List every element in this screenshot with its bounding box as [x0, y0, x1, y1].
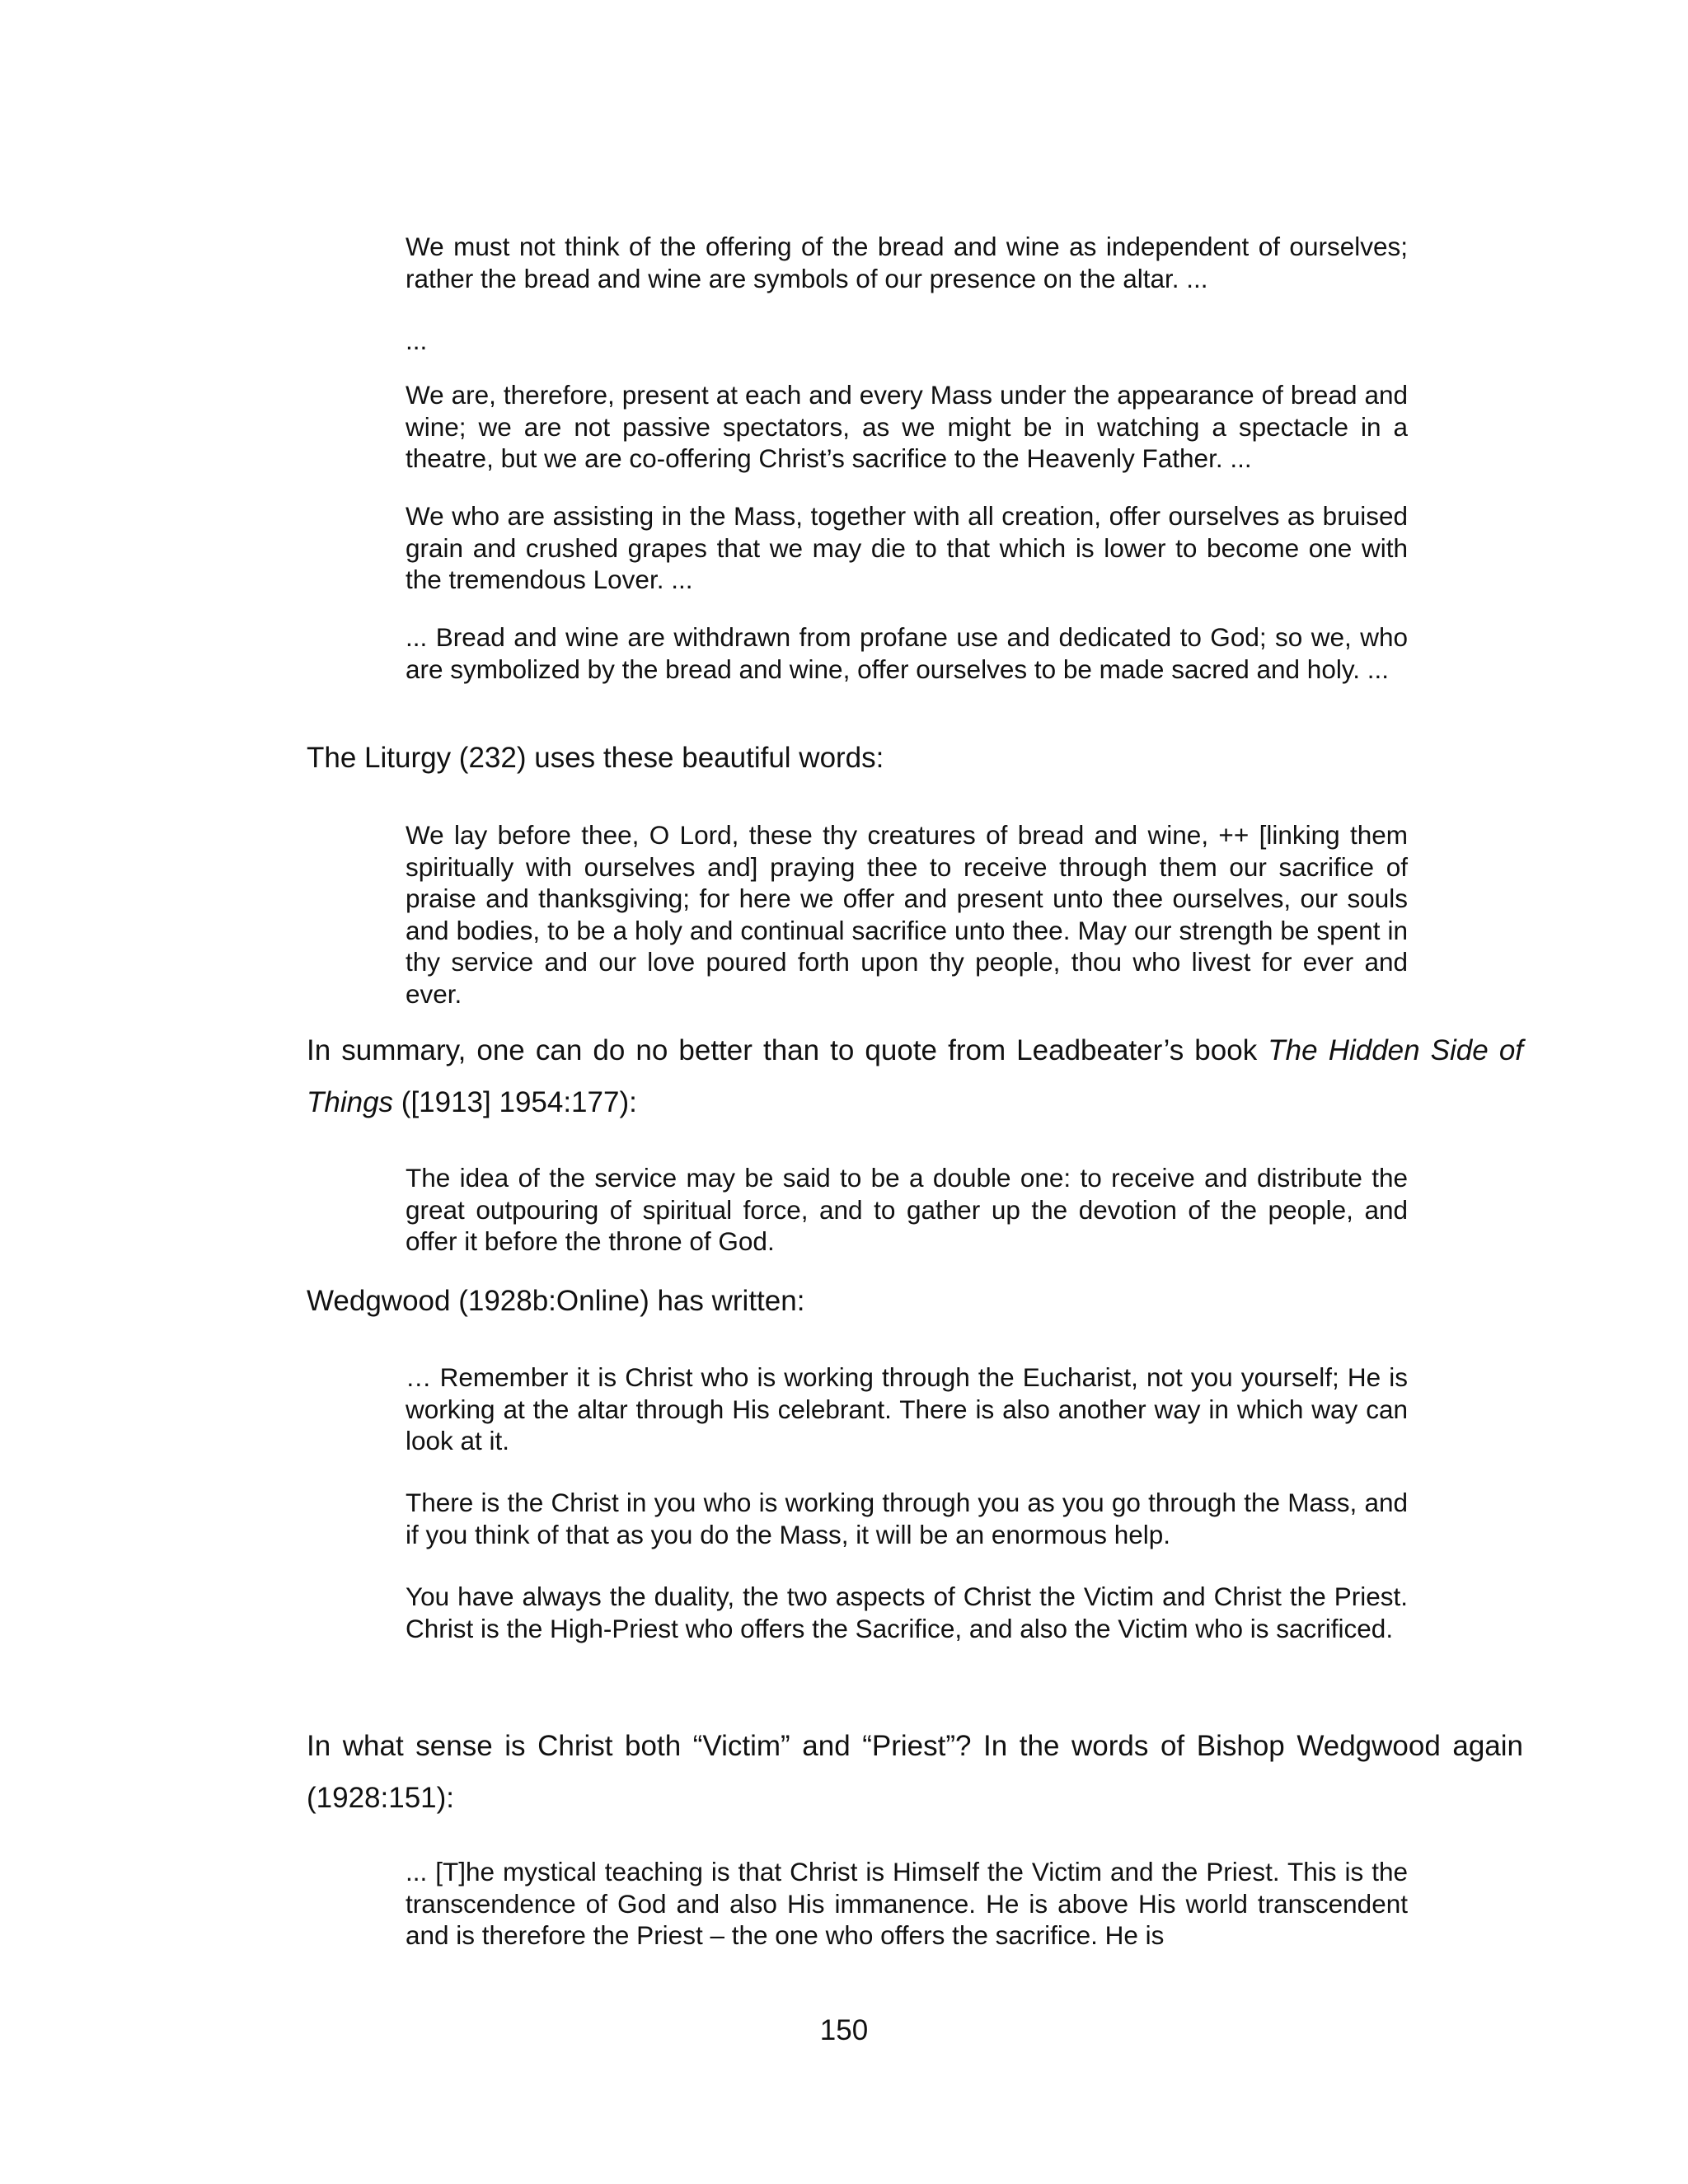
block-quote-remember-christ: … Remember it is Christ who is working through the Eucharist, not you yourself; He is working at the altar through His celebrant. There is also another way in which way can look at it. — [406, 1362, 1408, 1455]
paragraph-victim-priest-question: In what sense is Christ both “Victim” and “Priest”? In the words of Bishop Wedgwood again (1928:151): — [307, 1730, 1523, 1814]
block-quote-offering-symbols: We must not think of the offering of the bread and wine as independent of ourselves; rather the bread and wine are symbols of our presence on the altar. ... — [406, 232, 1408, 293]
paragraph-liturgy-intro: The Liturgy (232) uses these beautiful words: — [307, 742, 884, 774]
block-quote-present-at-mass: We are, therefore, present at each and every Mass under the appearance of bread and wine; we are not passive spectators, as we might be in watching a spectacle in a theatre, but we are co-offering Christ’s sacrifice to the Heavenly Father. ... — [406, 380, 1408, 473]
block-quote-duality: You have always the duality, the two aspects of Christ the Victim and Christ the Priest. Christ is the High-Priest who offers the Sacrifice, and also the Victim who is sacrificed. — [406, 1582, 1408, 1643]
page-number: 150 — [819, 2014, 869, 2046]
paragraph-leadbeater-intro — [307, 1024, 1523, 1128]
book-title-hidden-side: The Hidden Side of Things — [307, 1034, 1524, 1118]
block-quote-bread-and-wine-withdrawn: ... Bread and wine are withdrawn from profane use and dedicated to God; so we, who are symbolized by the bread and wine, offer ourselves to be made sacred and holy. ... — [406, 622, 1408, 684]
block-quote-service-double-one: The idea of the service may be said to be a double one: to receive and distribute the great outpouring of spiritual force, and to gather up the devotion of the people, and offer it before the throne of God. — [406, 1163, 1408, 1256]
block-quote-mystical-teaching: ... [T]he mystical teaching is that Christ is Himself the Victim and the Priest. This is the transcendence of God and also His immanence. He is above His world transcendent and is therefore the Priest – the one who offers the sacrifice. He is — [406, 1857, 1408, 1950]
block-quote-christ-in-you: There is the Christ in you who is working through you as you go through the Mass, and if you think of that as you do the Mass, it will be an enormous help. — [406, 1488, 1408, 1549]
paragraph-wedgwood-intro: Wedgwood (1928b:Online) has written: — [307, 1285, 805, 1317]
block-quote-ellipsis: ... — [406, 326, 428, 355]
paragraph-leadbeater-text-before: In summary, one can do no better than to quote from Leadbeater’s book — [307, 1034, 1268, 1066]
block-quote-liturgy-prayer: We lay before thee, O Lord, these thy creatures of bread and wine, ++ [linking them spiritually with ourselves and] praying thee to receive through them our sacrifice of praise and thanksgiving; for here we offer and present unto thee ourselves, our souls and bodies, to be a holy and continual sacrifice unto thee. May our strength be spent in thy service and our love poured forth upon thy people, thou who livest for ever and ever. — [406, 820, 1408, 1009]
block-quote-assisting-in-mass: We who are assisting in the Mass, together with all creation, offer ourselves as bruised grain and crushed grapes that we may die to that which is lower to become one with the tremendous Lover. ... — [406, 501, 1408, 594]
paragraph-leadbeater-text-after: ([1913] 1954:177): — [393, 1086, 637, 1118]
